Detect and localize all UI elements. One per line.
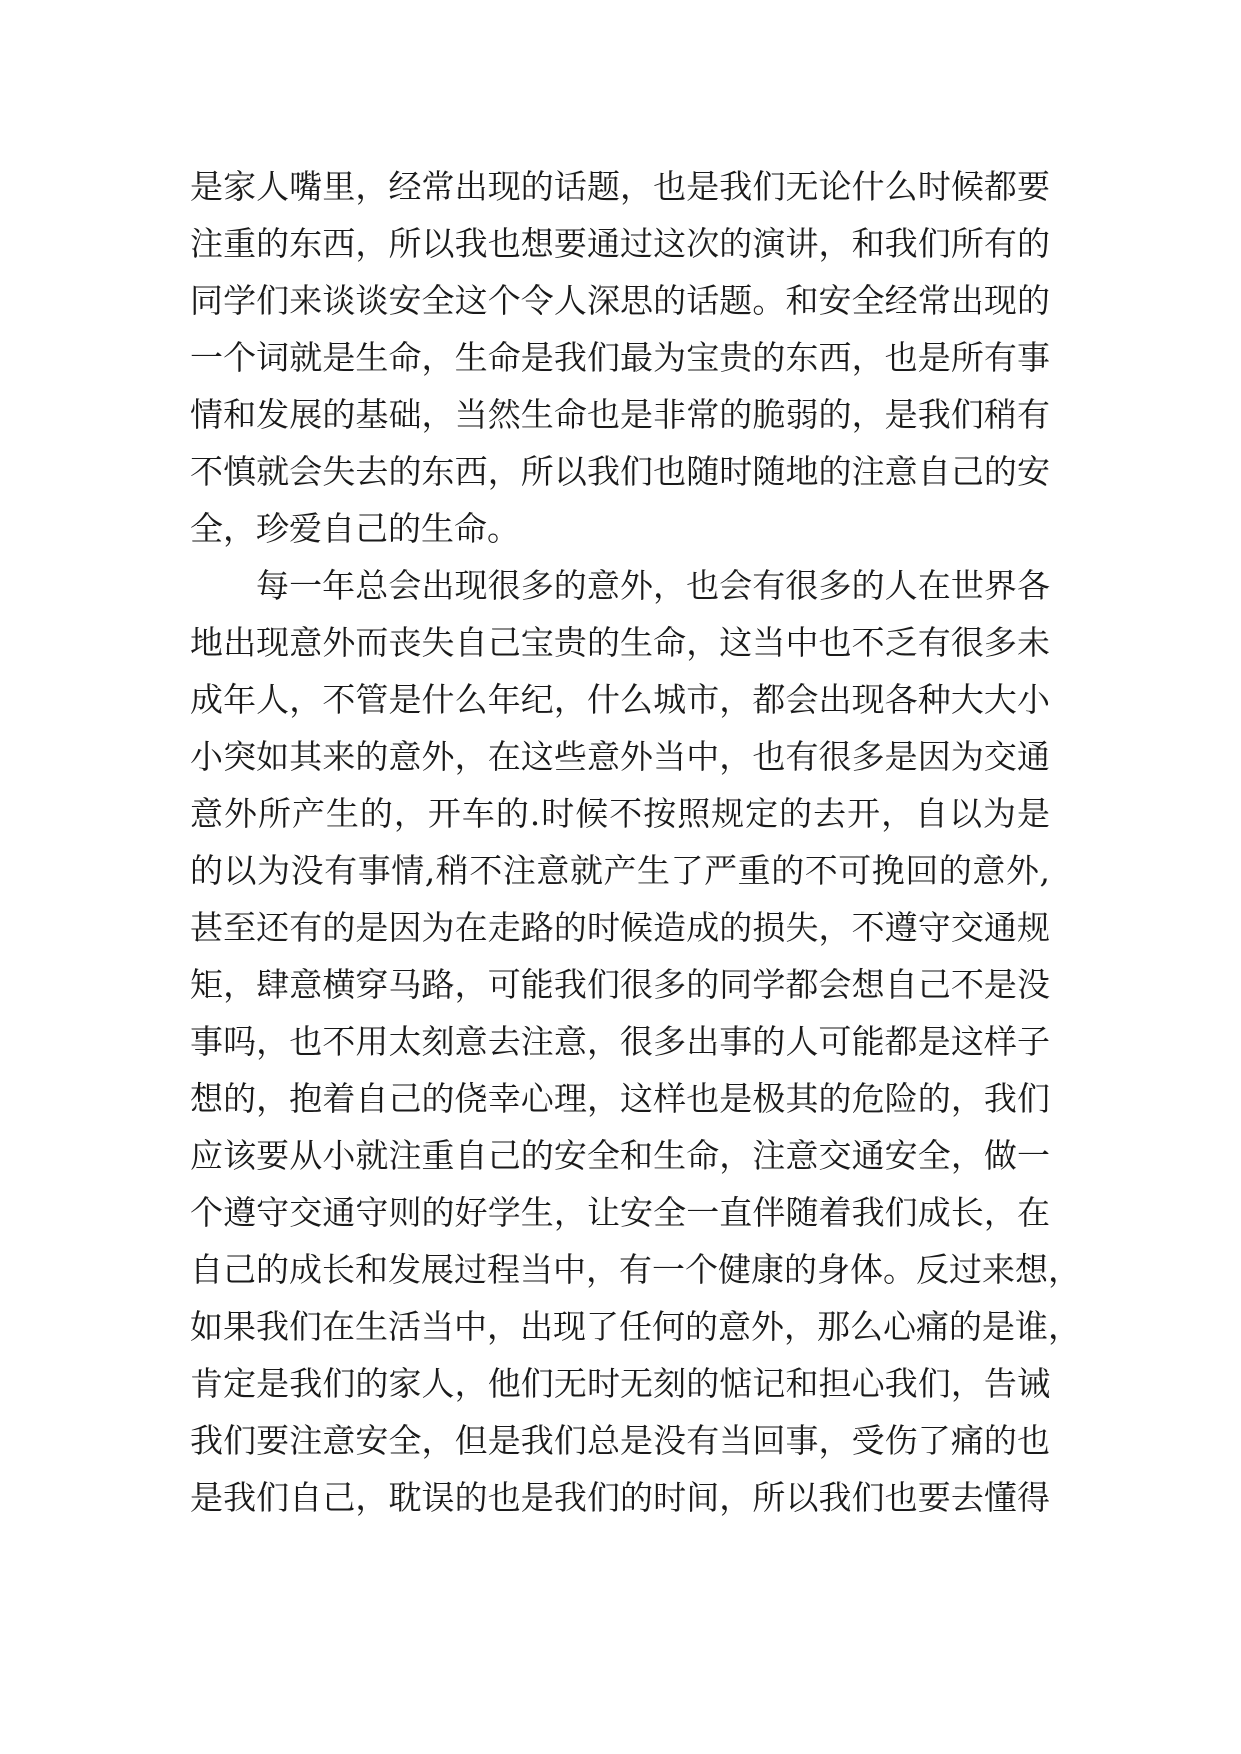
- text-line: 自己的成长和发展过程当中，有一个健康的身体。反过来想，: [190, 1250, 1081, 1289]
- text-line: 地出现意外而丧失自己宝贵的生命，这当中也不乏有很多未: [190, 623, 1050, 662]
- text-line: 是我们自己，耽误的也是我们的时间，所以我们也要去懂得: [190, 1478, 1050, 1517]
- text-line: 情和发展的基础，当然生命也是非常的脆弱的，是我们稍有: [190, 395, 1050, 434]
- text-line: 我们要注意安全，但是我们总是没有当回事，受伤了痛的也: [190, 1421, 1050, 1460]
- text-line: 应该要从小就注重自己的安全和生命，注意交通安全，做一: [190, 1136, 1050, 1175]
- text-line: 小突如其来的意外，在这些意外当中，也有很多是因为交通: [190, 737, 1050, 776]
- text-line: 是家人嘴里，经常出现的话题，也是我们无论什么时候都要: [190, 167, 1050, 206]
- paragraph-first-line: 每一年总会出现很多的意外，也会有很多的人在世界各: [256, 566, 1050, 605]
- text-line: 矩，肆意横穿马路，可能我们很多的同学都会想自己不是没: [190, 965, 1050, 1004]
- text-line: 如果我们在生活当中，出现了任何的意外，那么心痛的是谁，: [190, 1307, 1081, 1346]
- text-line: 个遵守交通守则的好学生，让安全一直伴随着我们成长，在: [190, 1193, 1050, 1232]
- text-line: 的以为没有事情,稍不注意就产生了严重的不可挽回的意外,: [190, 851, 1050, 890]
- text-line: 成年人，不管是什么年纪，什么城市，都会出现各种大大小: [190, 680, 1050, 719]
- text-line: 肯定是我们的家人，他们无时无刻的惦记和担心我们，告诫: [190, 1364, 1050, 1403]
- text-line: 想的，抱着自己的侥幸心理，这样也是极其的危险的，我们: [190, 1079, 1050, 1118]
- text-line: 注重的东西，所以我也想要通过这次的演讲，和我们所有的: [190, 224, 1050, 263]
- body-text: [190, 158, 1081, 1526]
- text-line: 不慎就会失去的东西，所以我们也随时随地的注意自己的安: [190, 452, 1050, 491]
- text-line: 事吗，也不用太刻意去注意，很多出事的人可能都是这样子: [190, 1022, 1050, 1061]
- text-line: 同学们来谈谈安全这个令人深思的话题。和安全经常出现的: [190, 281, 1050, 320]
- text-line: 甚至还有的是因为在走路的时候造成的损失，不遵守交通规: [190, 908, 1050, 947]
- text-line: 一个词就是生命，生命是我们最为宝贵的东西，也是所有事: [190, 338, 1050, 377]
- text-line: 意外所产生的，开车的.时候不按照规定的去开，自以为是: [190, 794, 1050, 833]
- text-line: 全，珍爱自己的生命。: [190, 509, 520, 548]
